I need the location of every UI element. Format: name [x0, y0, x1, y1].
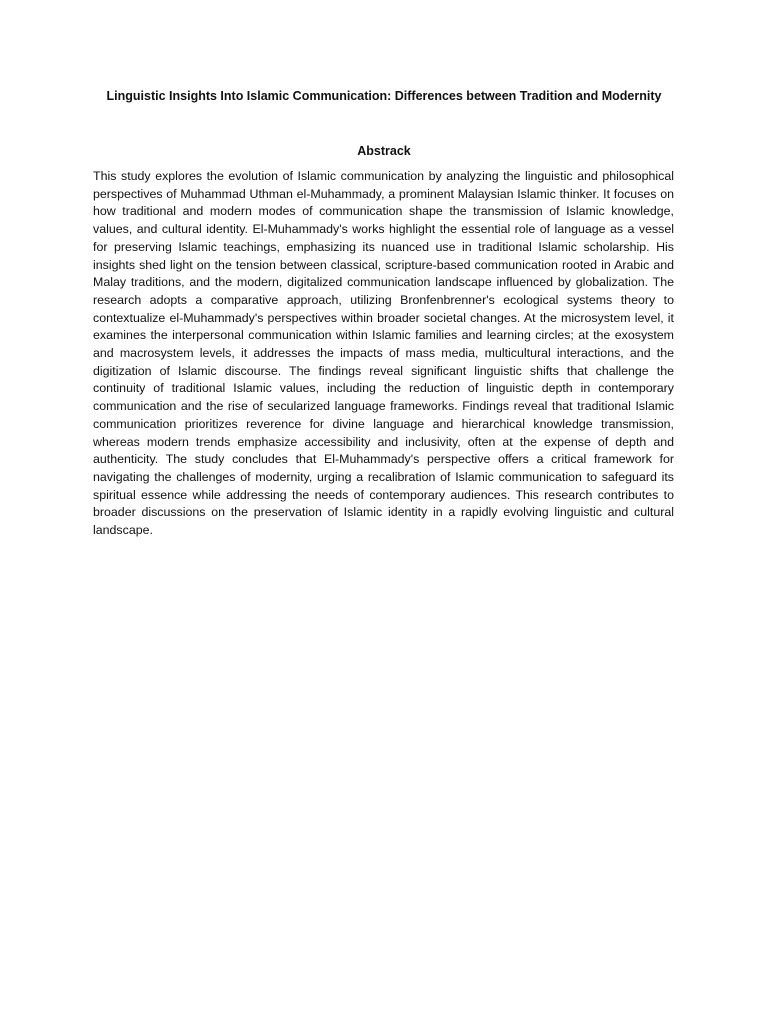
abstract-body: This study explores the evolution of Islamic communication by analyzing the linguistic and philosophical perspectives of Muhammad Uthman el-Muhammady, a prominent Malaysian Islamic thinker. It focuses on how traditional and modern modes of communication shape the transmission of Islamic knowledge, values, and cultural identity. El-Muhammady's works highlight the essential role of language as a vessel for preserving Islamic teachings, emphasizing its nuanced use in traditional Islamic scholarship. His insights shed light on the tension between classical, scripture-based communication rooted in Arabic and Malay traditions, and the modern, digitalized communication landscape influenced by globalization. The research adopts a comparative approach, utilizing Bronfenbrenner's ecological systems theory to contextualize el-Muhammady's perspectives within broader societal changes. At the microsystem level, it examines the interpersonal communication within Islamic families and learning circles; at the exosystem and macrosystem levels, it addresses the impacts of mass media, multicultural interactions, and the digitization of Islamic discourse. The findings reveal significant linguistic shifts that challenge the continuity of traditional Islamic values, including the reduction of linguistic depth in contemporary communication and the rise of secularized language frameworks. Findings reveal that traditional Islamic communication prioritizes reverence for divine language and hierarchical knowledge transmission, whereas modern trends emphasize accessibility and inclusivity, often at the expense of depth and authenticity. The study concludes that El-Muhammady's perspective offers a critical framework for navigating the challenges of modernity, urging a recalibration of Islamic communication to safeguard its spiritual essence while addressing the needs of contemporary audiences. This research contributes to broader discussions on the preservation of Islamic identity in a rapidly evolving linguistic and cultural landscape.: [93, 169, 674, 538]
abstract-heading: Abstrack: [357, 144, 411, 158]
document-title: Linguistic Insights Into Islamic Communication: Differences between Tradition and Modernity: [106, 89, 662, 103]
